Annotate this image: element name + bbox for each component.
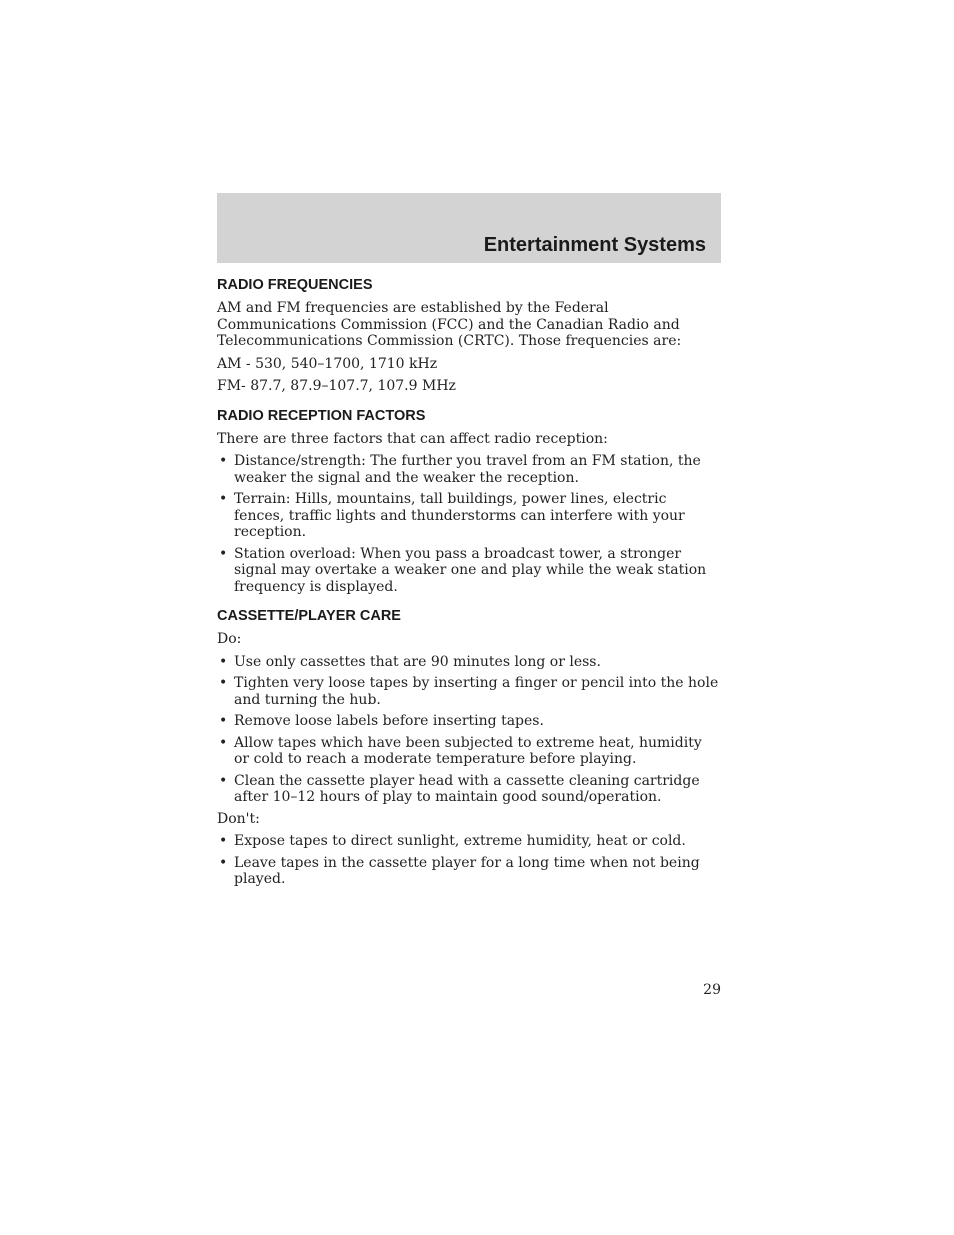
section-header-band <box>217 193 721 263</box>
list-item-text: Remove loose labels before inserting tapes. <box>234 713 544 729</box>
list-item-text: Station overload: When you pass a broadcast tower, a stronger signal may overtake a weaker one and play while the weak station frequency is displayed. <box>234 545 707 595</box>
cassette-care-heading: CASSETTE/PLAYER CARE <box>217 608 401 624</box>
bullet: • <box>219 854 228 871</box>
bullet: • <box>219 713 228 729</box>
radio-frequencies-section <box>217 276 721 395</box>
list-item <box>217 713 721 730</box>
list-item <box>217 735 721 768</box>
dont-list <box>217 833 721 888</box>
page-content <box>217 276 721 900</box>
reception-factors-intro: There are three factors that can affect radio reception: <box>217 430 608 447</box>
list-item <box>217 833 721 850</box>
reception-factors-heading: RADIO RECEPTION FACTORS <box>217 407 426 424</box>
list-item <box>217 491 721 541</box>
list-item-text: Terrain: Hills, mountains, tall buildings, power lines, electric fences, traffic lights and thunderstorms can interfere with your reception. <box>234 491 685 540</box>
list-item <box>217 675 721 708</box>
bullet: • <box>219 675 228 691</box>
radio-frequencies-intro: AM and FM frequencies are established by the Federal Communications Commission (FCC) and the Canadian Radio and Telecommunications Commission (CRTC). Those frequencies are: <box>217 300 682 349</box>
bullet: • <box>219 453 228 469</box>
page-number: 29 <box>703 982 721 998</box>
radio-frequencies-heading: RADIO FREQUENCIES <box>217 277 373 293</box>
list-item <box>217 773 721 806</box>
list-item-text: Distance/strength: The further you travel from an FM station, the weaker the signal and the weaker the reception. <box>234 453 701 486</box>
bullet: • <box>219 653 228 670</box>
list-item-text: Clean the cassette player head with a cassette cleaning cartridge after 10–12 hours of play to maintain good sound/operation. <box>234 772 700 805</box>
list-item <box>217 654 721 671</box>
section-title: Entertainment Systems <box>483 234 706 256</box>
bullet: • <box>219 545 228 562</box>
cassette-care-section <box>217 607 721 888</box>
bullet: • <box>219 491 228 507</box>
bullet: • <box>219 772 228 789</box>
dont-label: Don't: <box>217 810 260 827</box>
list-item <box>217 855 721 888</box>
list-item-text: Allow tapes which have been subjected to extreme heat, humidity or cold to reach a moderate temperature before playing. <box>234 734 702 767</box>
list-item-text: Leave tapes in the cassette player for a long time when not being played. <box>234 854 700 887</box>
bullet: • <box>219 833 228 849</box>
do-list <box>217 654 721 806</box>
reception-factors-section <box>217 407 721 596</box>
fm-frequencies: FM- 87.7, 87.9–107.7, 107.9 MHz <box>217 378 456 394</box>
bullet: • <box>219 734 228 751</box>
reception-factors-list <box>217 453 721 595</box>
list-item-text: Expose tapes to direct sunlight, extreme humidity, heat or cold. <box>234 833 686 849</box>
list-item <box>217 546 721 596</box>
list-item <box>217 453 721 486</box>
do-label: Do: <box>217 631 242 647</box>
list-item-text: Tighten very loose tapes by inserting a finger or pencil into the hole and turning the hub. <box>234 675 719 708</box>
am-frequencies: AM - 530, 540–1700, 1710 kHz <box>217 355 438 372</box>
list-item-text: Use only cassettes that are 90 minutes long or less. <box>234 653 601 670</box>
